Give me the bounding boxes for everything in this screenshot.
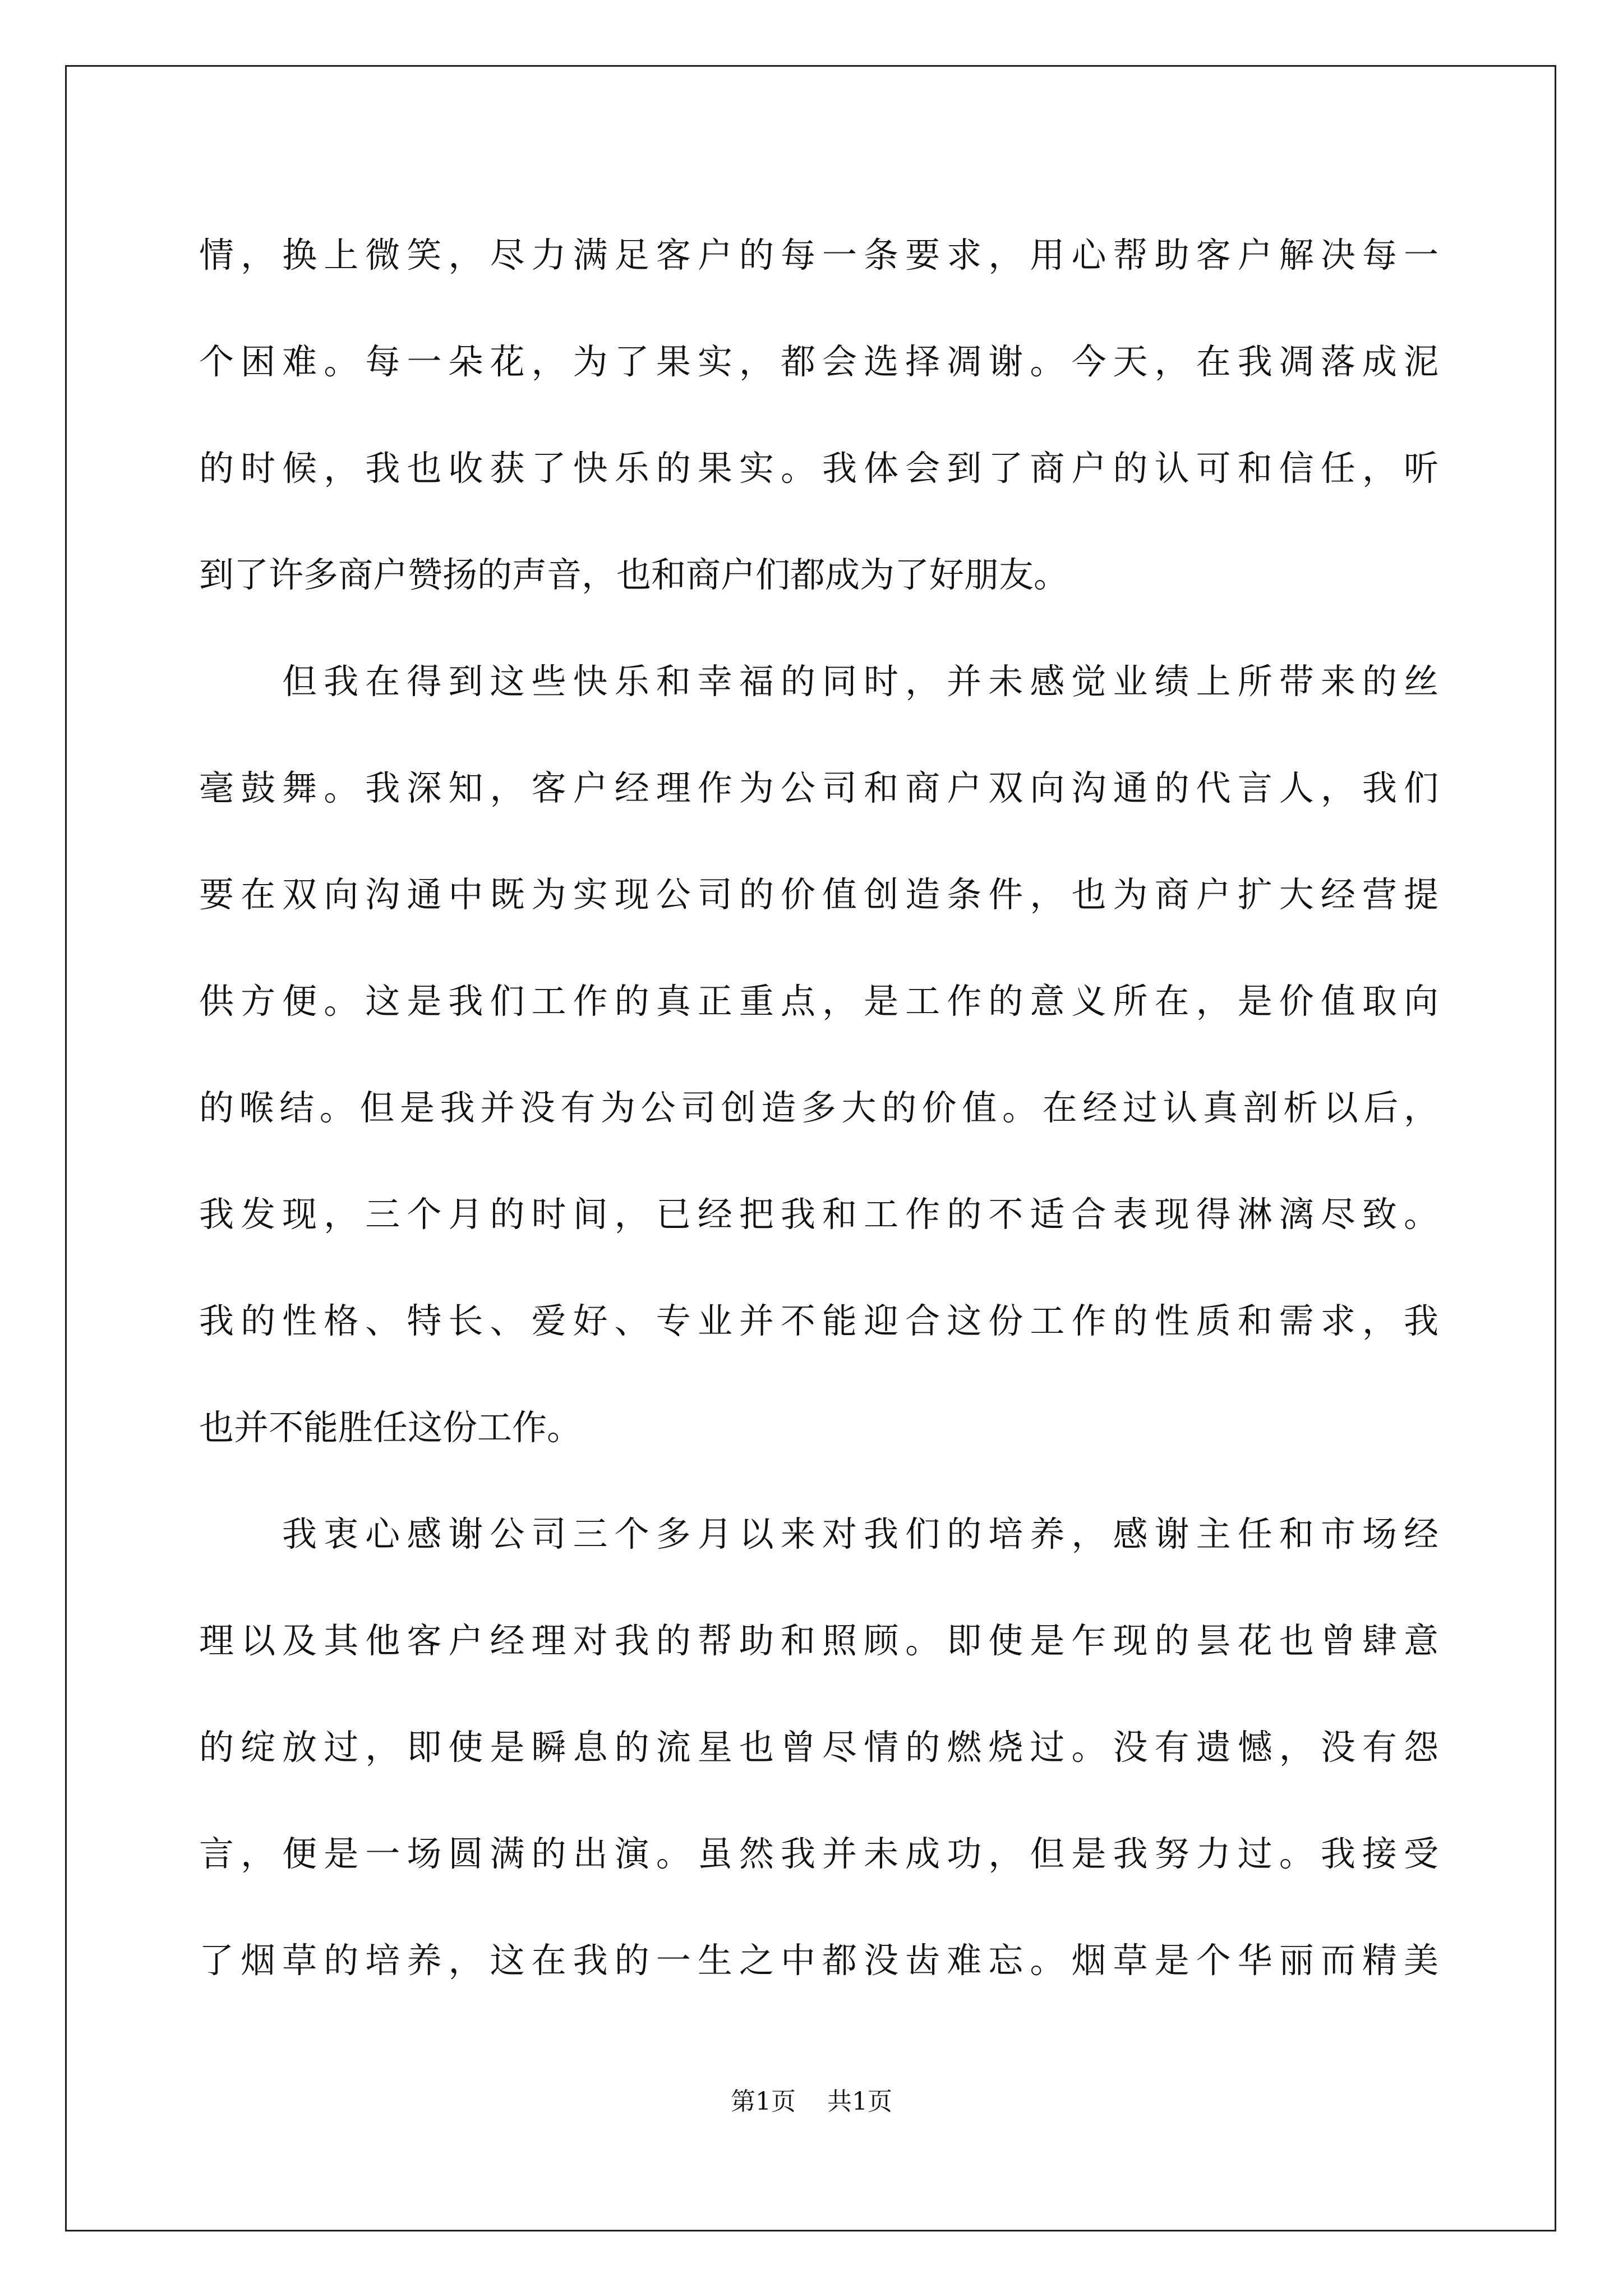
text-line: 了烟草的培养，这在我的一生之中都没齿难忘。烟草是个华丽而精美 (199, 1940, 1438, 1981)
text-line: 的喉结。但是我并没有为公司创造多大的价值。在经过认真剖析以后， (199, 1087, 1438, 1128)
text-line: 我发现，三个月的时间，已经把我和工作的不适合表现得淋漓尽致。 (199, 1194, 1438, 1235)
text-line: 的时候，我也收获了快乐的果实。我体会到了商户的认可和信任，听 (199, 448, 1438, 489)
text-line: 供方便。这是我们工作的真正重点，是工作的意义所在，是价值取向 (199, 981, 1438, 1022)
text-line: 但我在得到这些快乐和幸福的同时，并未感觉业绩上所带来的丝 (282, 661, 1438, 702)
page-total: 共1页 (827, 2087, 892, 2116)
text-line: 情，换上微笑，尽力满足客户的每一条要求，用心帮助客户解决每一 (199, 234, 1438, 275)
page-footer (0, 2081, 1623, 2117)
text-line: 我的性格、特长、爱好、专业并不能迎合这份工作的性质和需求，我 (199, 1300, 1438, 1341)
text-line: 的绽放过，即使是瞬息的流星也曾尽情的燃烧过。没有遗憾，没有怨 (199, 1727, 1438, 1768)
text-line: 我衷心感谢公司三个多月以来对我们的培养，感谢主任和市场经 (282, 1513, 1438, 1554)
text-line: 到了许多商户赞扬的声音，也和商户们都成为了好朋友。 (199, 554, 1069, 595)
text-line: 个困难。每一朵花，为了果实，都会选择凋谢。今天，在我凋落成泥 (199, 341, 1438, 382)
page-number: 第1页 (731, 2087, 796, 2116)
text-line: 要在双向沟通中既为实现公司的价值创造条件，也为商户扩大经营提 (199, 874, 1438, 915)
text-line: 毫鼓舞。我深知，客户经理作为公司和商户双向沟通的代言人，我们 (199, 767, 1438, 808)
text-line: 理以及其他客户经理对我的帮助和照顾。即使是乍现的昙花也曾肆意 (199, 1620, 1438, 1661)
document-body (199, 202, 1438, 2014)
text-line: 言，便是一场圆满的出演。虽然我并未成功，但是我努力过。我接受 (199, 1833, 1438, 1874)
text-line: 也并不能胜任这份工作。 (199, 1407, 582, 1448)
